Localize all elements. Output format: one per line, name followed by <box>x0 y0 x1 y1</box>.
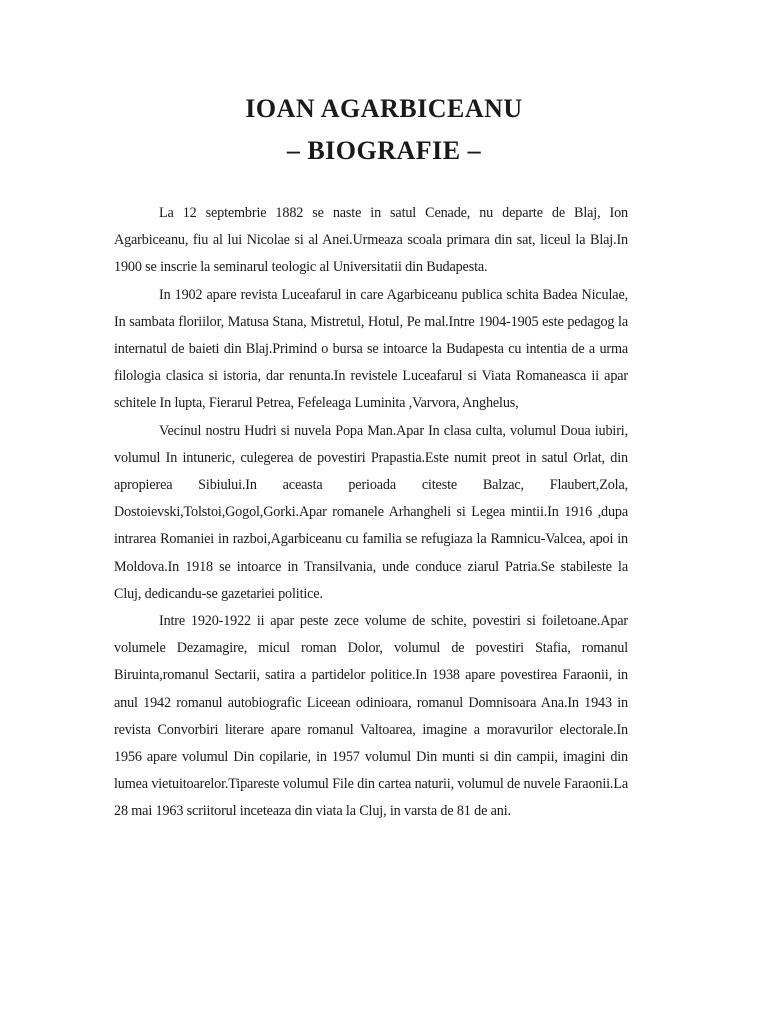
paragraph-4: Intre 1920-1922 ii apar peste zece volume de schite, povestiri si foiletoane.Apar volumele Dezamagire, micul roman Dolor, volumul de povestiri Stafia, romanul Biruinta,romanul Sectarii, satira a partidelor politice.In 1938 apare povestirea Faraonii, in anul 1942 romanul autobiografic Liceean odinioara, romanul Domnisoara Ana.In 1943 in revista Convorbiri literare apare romanul Valtoarea, imagine a moravurilor electorale.In 1956 apare volumul Din copilarie, in 1957 volumul Din munti si din campii, imagini din lumea vietuitoarelor.Tipareste volumul File din cartea naturii, volumul de nuvele Faraonii.La 28 mai 1963 scriitorul inceteaza din viata la Cluj, in varsta de 81 de ani. <box>114 613 628 820</box>
paragraph-1: La 12 septembrie 1882 se naste in satul Cenade, nu departe de Blaj, Ion Agarbiceanu, fiu al lui Nicolae si al Anei.Urmeaza scoala primara din sat, liceul la Blaj.In 1900 se inscrie la seminarul teologic al Universitatii din Budapesta. <box>114 205 628 276</box>
title-line-biografie: – BIOGRAFIE – <box>286 136 482 165</box>
document-title <box>0 88 768 172</box>
document-body <box>114 200 628 826</box>
title-line-name: IOAN AGARBICEANU <box>245 94 523 123</box>
paragraph-3: Vecinul nostru Hudri si nuvela Popa Man.Apar In clasa culta, volumul Doua iubiri, volumul In intuneric, culegerea de povestiri Prapastia.Este numit preot in satul Orlat, din apropierea Sibiului.In aceasta perioada citeste Balzac, Flaubert,Zola, Dostoievski,Tolstoi,Gogol,Gorki.Apar romanele Arhangheli si Legea mintii.In 1916 ,dupa intrarea Romaniei in razboi,Agarbiceanu cu familia se refugiaza la Ramnicu-Valcea, apoi in Moldova.In 1918 se intoarce in Transilvania, unde conduce ziarul Patria.Se stabileste la Cluj, dedicandu-se gazetariei politice. <box>114 422 628 602</box>
paragraph-2: In 1902 apare revista Luceafarul in care Agarbiceanu publica schita Badea Niculae, In sambata floriilor, Matusa Stana, Mistretul, Hotul, Pe mal.Intre 1904-1905 este pedagog la internatul de baieti din Blaj.Primind o bursa se intoarce la Budapesta cu intentia de a urma filologia clasica si istoria, dar renunta.In revistele Luceafarul si Viata Romaneasca ii apar schitele In lupta, Fierarul Petrea, Fefeleaga Luminita ,Varvora, Anghelus, <box>114 286 628 412</box>
